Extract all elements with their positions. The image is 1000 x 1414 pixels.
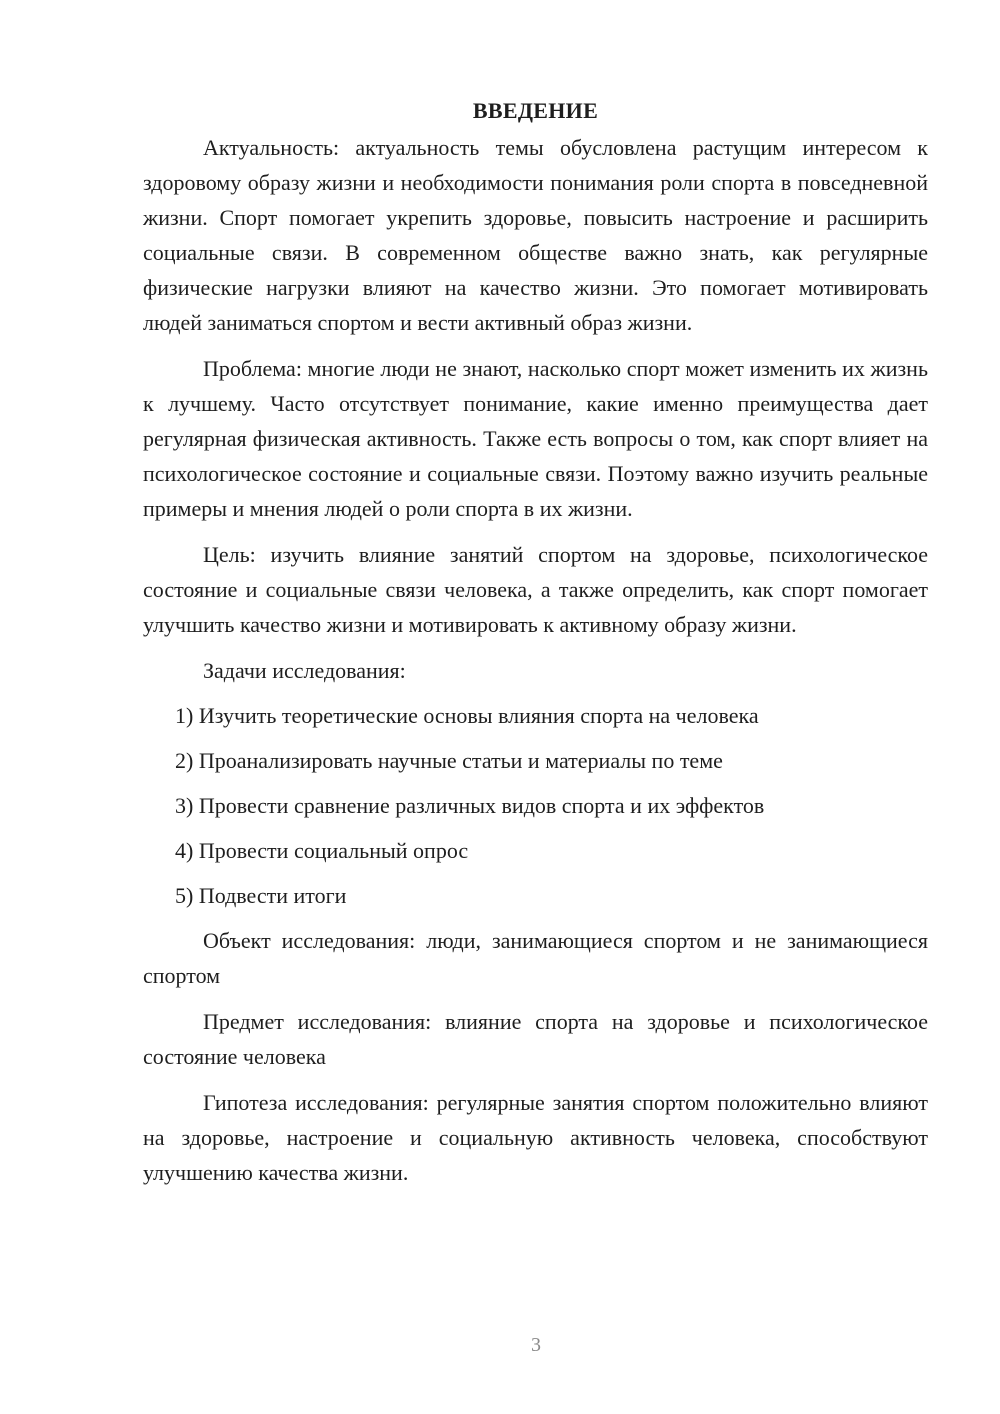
task-item: 5) Подвести итоги [175,883,347,908]
task-item: 2) Проанализировать научные статьи и материалы по теме [175,748,723,773]
page-title: ВВЕДЕНИЕ [472,98,599,123]
page-number: 3 [531,1334,541,1356]
task-item: 1) Изучить теоретические основы влияния спорта на человека [175,703,759,728]
task-item: 4) Провести социальный опрос [175,838,469,863]
tasks-heading: Задачи исследования: [203,658,406,683]
paragraph-hypothesis: Гипотеза исследования: регулярные занятия спортом положительно влияют на здоровье, настроение и социальную активность человека, способствуют улучшению качества жизни. [143,1090,928,1185]
task-item: 3) Провести сравнение различных видов спорта и их эффектов [175,793,765,818]
paragraph-goal: Цель: изучить влияние занятий спортом на здоровье, психологическое состояние и социальные связи человека, а также определить, как спорт помогает улучшить качество жизни и мотивировать к активному образу жизни. [143,542,928,637]
paragraph-object: Объект исследования: люди, занимающиеся спортом и не занимающиеся спортом [143,928,928,988]
paragraph-subject: Предмет исследования: влияние спорта на здоровье и психологическое состояние человека [143,1009,928,1069]
page-content [143,96,928,1201]
task-list [143,698,928,913]
paragraph-relevance: Актуальность: актуальность темы обусловлена растущим интересом к здоровому образу жизни и необходимости понимания роли спорта в повседневной жизни. Спорт помогает укрепить здоровье, повысить настроение и расширить социальные связи. В современном обществе важно знать, как регулярные физические нагрузки влияют на качество жизни. Это помогает мотивировать людей заниматься спортом и вести активный образ жизни. [143,135,928,335]
paragraph-problem: Проблема: многие люди не знают, насколько спорт может изменить их жизнь к лучшему. Часто отсутствует понимание, какие именно преимущества дает регулярная физическая активность. Также есть вопросы о том, как спорт влияет на психологическое состояние и социальные связи. Поэтому важно изучить реальные примеры и мнения людей о роли спорта в их жизни. [143,356,928,521]
